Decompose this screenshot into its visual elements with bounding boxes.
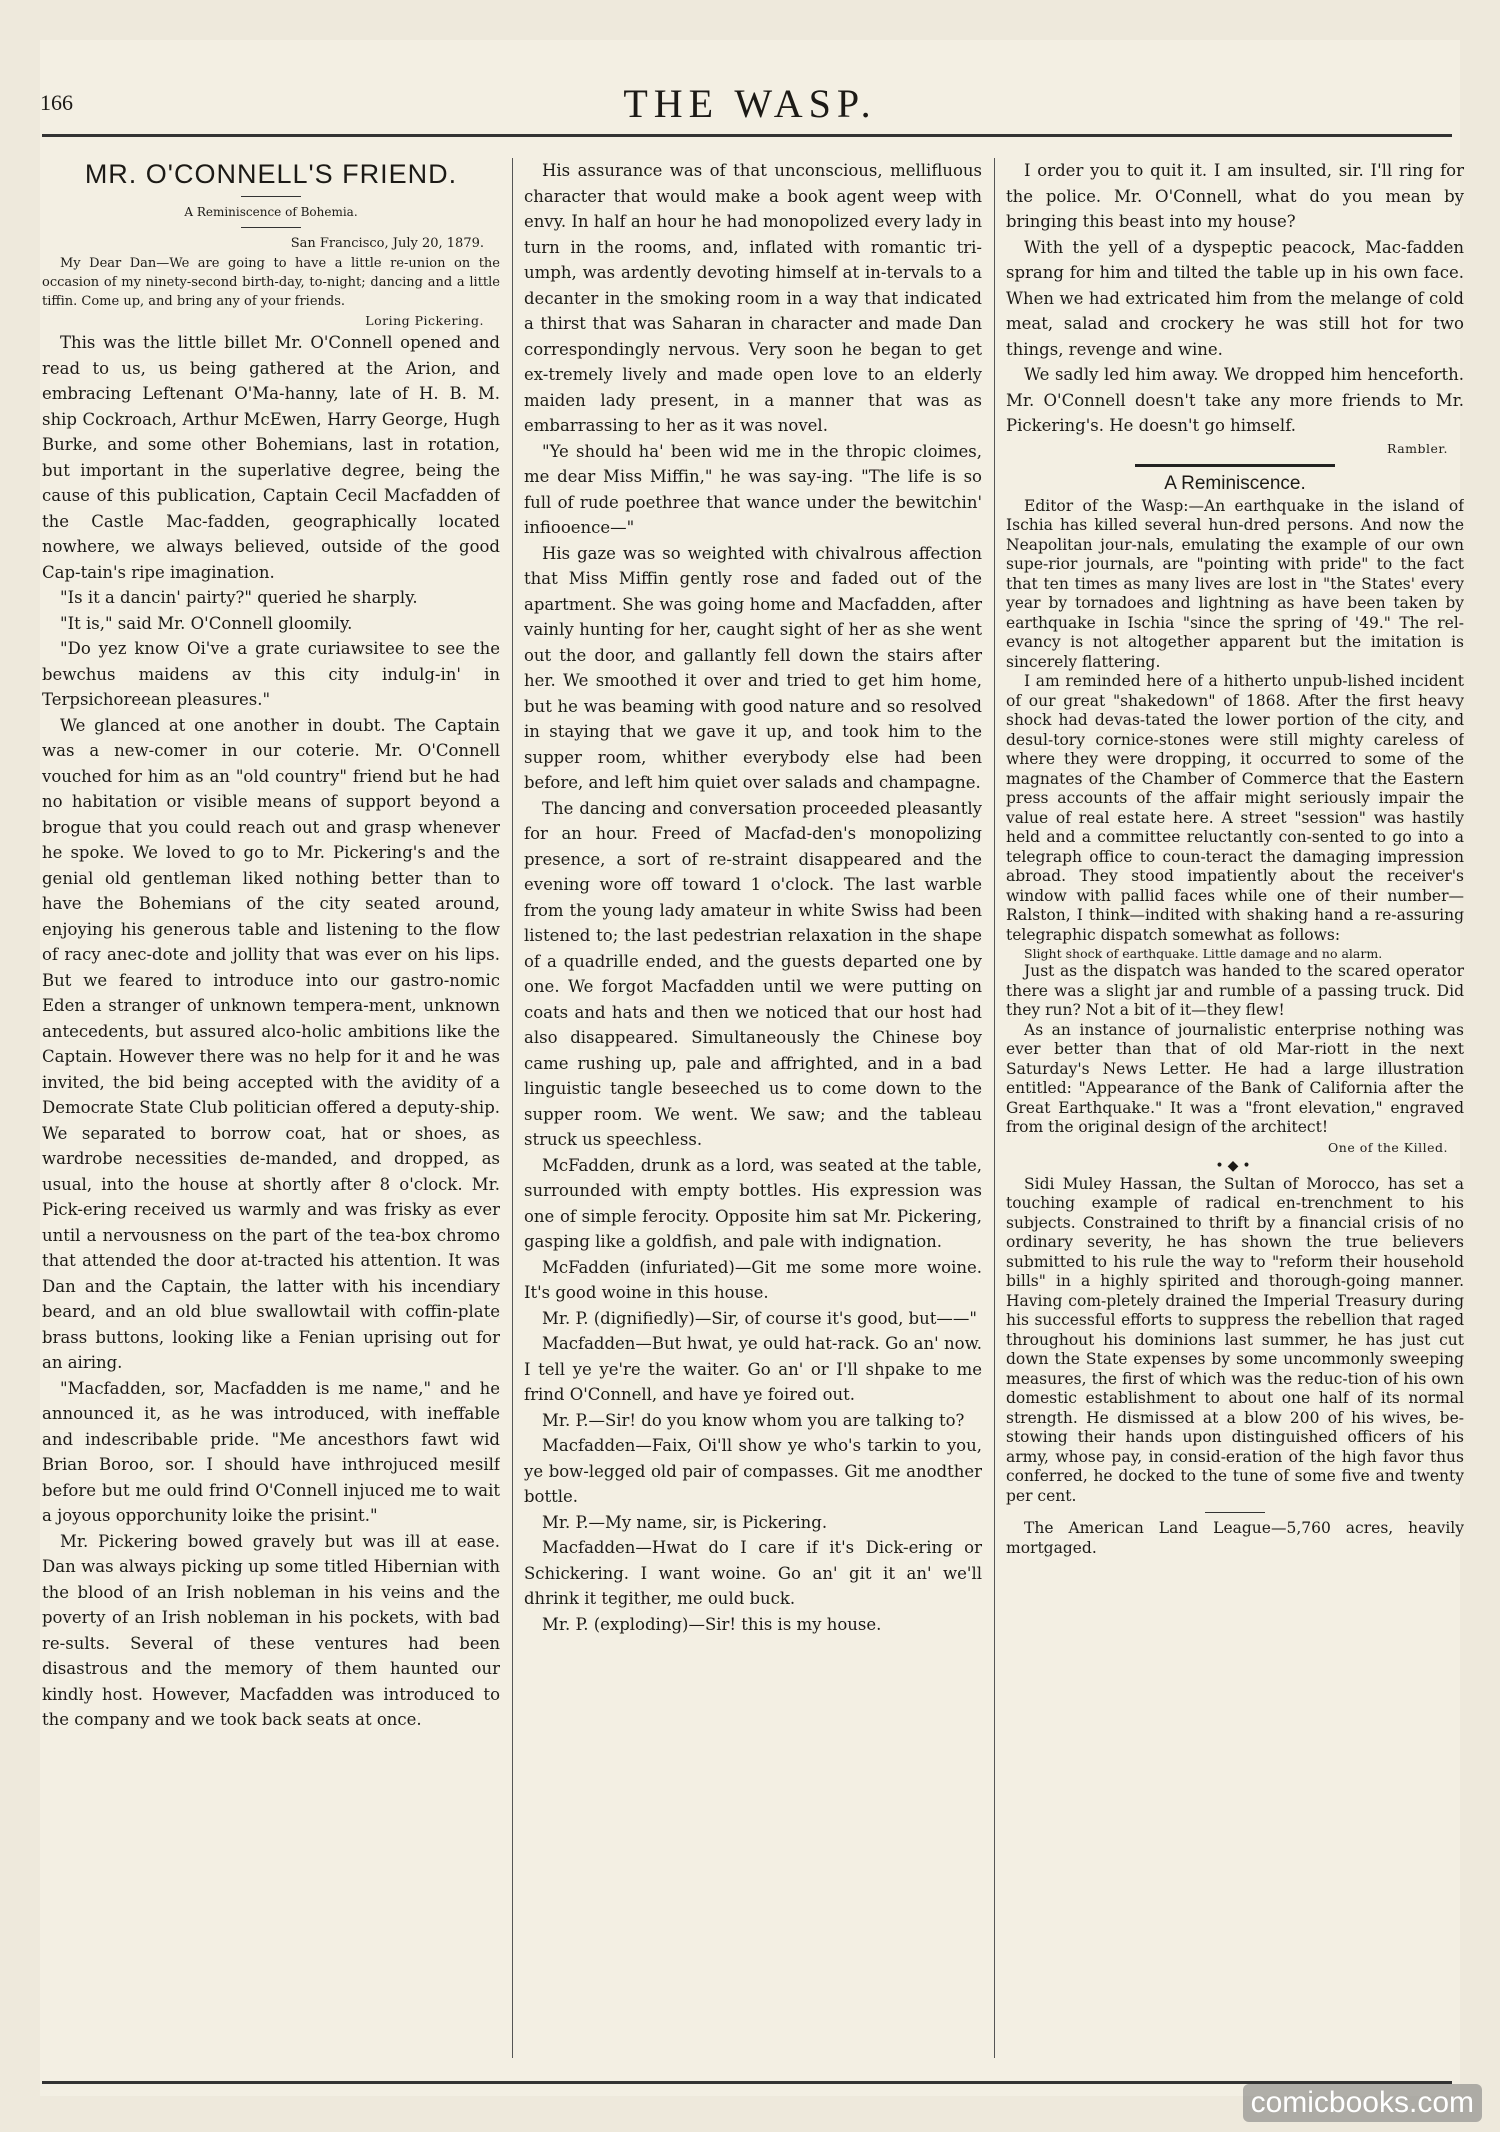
paragraph: Editor of the Wasp:—An earthquake in the island of Ischia has killed several hun-dred persons. And now the Neapolitan jour-nals, emulating the example of our own supe-rior journals, are "pointing with pride" to the fact that ten times as many lives are lost in "the States' every year by tornadoes and lightning as have been taken by earthquake in Ischia "since the spring of '49." The rel-evancy is not altogether apparent but the imitation is sincerely flattering. — [1006, 496, 1464, 671]
article-subtitle: A Reminiscence of Bohemia. — [184, 205, 358, 219]
column-divider — [512, 158, 513, 2058]
paragraph: McFadden, drunk as a lord, was seated at the table, surrounded with empty bottles. His expression was one of simple ferocity. Opposite him sat Mr. Pickering, gasping like a goldfish, and pale with indignation. — [524, 1155, 982, 1251]
paragraph: Mr. P.—My name, sir, is Pickering. — [542, 1512, 828, 1532]
paragraph: Macfadden—But hwat, ye ould hat-rack. Go an' now. I tell ye ye're the waiter. Go an' or I'll shpake to me frind O'Connell, and have ye foired out. — [524, 1334, 982, 1404]
column-divider — [994, 158, 995, 2058]
paragraph: Mr. P.—Sir! do you know whom you are talking to? — [542, 1410, 965, 1430]
ornament-divider: •◆• — [1215, 1157, 1255, 1174]
paragraph: Mr. P. (exploding)—Sir! this is my house. — [542, 1614, 882, 1634]
paragraph: Sidi Muley Hassan, the Sultan of Morocco, has set a touching example of radical en-trenchment to his subjects. Constrained to thrift by a financial crisis of no ordinary severity, he has shown the true believers submitted to his rule the way to "reform their household bills" in a highly spirited and thorough-going manner. Having com-pletely drained the Imperial Treasury during his successful efforts to suppress the rebellion that raged throughout his dominions last summer, he has just cut down the State expenses by some uncommonly sweeping measures, the first of which was the reduc-tion of his own domestic establishment to about one half of its normal strength. He dismissed at a blow 200 of his wives, be-stowing their hands upon distinguished officers of his army, whose pay, in consid-eration of the high favor thus conferred, he docked to the tune of some five and twenty per cent. — [1006, 1174, 1464, 1505]
column-3 — [1006, 158, 1464, 2058]
paragraph: We glanced at one another in doubt. The Captain was a new-comer in our coterie. Mr. O'Connell vouched for him as an "old country" friend but he had no habitation or visible means of support beyond a brogue that you could reach out and grasp whenever he spoke. We loved to go to Mr. Pickering's and the genial old gentleman liked nothing better than to have the Bohemians of the city seated around, enjoying his generous table and listening to the flow of racy anec-dote and jollity that was ever on his lips. But we feared to introduce into our gastro-nomic Eden a stranger of unknown tempera-ment, unknown antecedents, but assured alco-holic ambitions like the Captain. However there was no help for it and he was invited, the bid being accepted with the avidity of a Democrate State Club politician offered a deputy-ship. We separated to borrow coat, hat or shoes, as wardrobe necessities de-manded, and dropped, as usual, into the house at shortly after 8 o'clock. Mr. Pick-ering received us warmly and was frisky as ever until a nervousness on the part of the tea-box chromo that attended the door at-tracted his attention. It was Dan and the Captain, the latter with his incendiary beard, and an old blue swallowtail with coffin-plate brass buttons, looking like a Fenian uprising out for an airing. — [42, 715, 500, 1372]
newspaper-page — [40, 40, 1464, 2096]
paragraph: We sadly led him away. We dropped him henceforth. Mr. O'Connell doesn't take any more friends to Mr. Pickering's. He doesn't go himself. — [1006, 365, 1464, 435]
paragraph: The dancing and conversation proceeded pleasantly for an hour. Freed of Macfad-den's monopolizing presence, a sort of re-straint disappeared and the evening wore off toward 1 o'clock. The last warble from the young lady amateur in white Swiss had been listened to; the last pedestrian relaxation in the shape of a quadrille ended, and the guests departed one by one. We forgot Macfadden until we were putting on coats and hats and then we noticed that our host had also disappeared. Simultaneously the Chinese boy came rushing up, pale and affrighted, and in a bad linguistic tangle beseeched us to come down to the supper room. We went. We saw; and the tableau struck us speechless. — [524, 798, 982, 1149]
paragraph: McFadden (infuriated)—Git me some more woine. It's good woine in this house. — [524, 1257, 982, 1302]
paragraph: Mr. P. (dignifiedly)—Sir, of course it's good, but——" — [542, 1308, 977, 1328]
paragraph: With the yell of a dyspeptic peacock, Mac-fadden sprang for him and tilted the table up in his own face. When we had extricated him from the melange of cold meat, salad and crockery he was still hot for two things, revenge and wine. — [1006, 237, 1464, 359]
paragraph: His assurance was of that unconscious, mellifluous character that would make a book agent weep with envy. In half an hour he had monopolized every lady in turn in the rooms, and, inflated with romantic tri-umph, was ardently devoting himself at in-tervals to a decanter in the smoking room in a way that indicated a thirst that was Saharan in character and made Dan correspondingly nervous. Very soon he began to get ex-tremely lively and made open love to an elderly maiden lady present, in a manner that was as embarrassing to her as it was novel. — [524, 161, 982, 435]
watermark-logo: comicbooks.com — [1243, 2084, 1482, 2122]
paragraph: This was the little billet Mr. O'Connell opened and read to us, us being gathered at the Arion, and embracing Leftenant O'Ma-hanny, late of H. B. M. ship Cockroach, Arthur McEwen, Harry George, Hugh Burke, and some other Bohemians, last in rotation, but important in the superlative degree, being the cause of this publication, Captain Cecil Macfadden of the Castle Mac-fadden, geographically located nowhere, we always believed, outside of the good Cap-tain's ripe imagination. — [42, 333, 500, 582]
page-header — [40, 64, 1460, 134]
page-number: 166 — [40, 90, 73, 115]
paragraph: Macfadden—Faix, Oi'll show ye who's tarkin to you, ye bow-legged old pair of compasses. Git me anodther bottle. — [524, 1436, 982, 1506]
paragraph: "Is it a dancin' pairty?" queried he sharply. — [60, 588, 418, 607]
section-rule — [1135, 464, 1335, 467]
paragraph: Macfadden—Hwat do I care if it's Dick-ering or Schickering. I want woine. Go an' git it an' we'll dhrink it tegither, me ould buck. — [524, 1538, 982, 1608]
paragraph: "Macfadden, sor, Macfadden is me name," and he announced it, as he was introduced, with ineffable and indescribable pride. "Me ancesthors fawt wid Brian Boroo, sor. I should have inthrojuced mesilf before but me ould frind O'Connell injuced me to wait a joyous opporchunity loike the prisint." — [42, 1378, 500, 1525]
article-title: MR. O'CONNELL'S FRIEND. — [84, 159, 458, 189]
column-1 — [42, 158, 500, 2058]
subtitle-rule — [241, 227, 301, 228]
paragraph: "It is," said Mr. O'Connell gloomily. — [60, 613, 353, 633]
paragraph: Mr. Pickering bowed gravely but was ill at ease. Dan was always picking up some titled Hibernian with the blood of an Irish nobleman in his veins and the poverty of an Irish nobleman in his pockets, with bad re-sults. Several of these ventures had been disastrous and the memory of them haunted our kindly host. However, Macfadden was introduced to the company and we took back seats at once. — [42, 1531, 500, 1729]
letter-signature: One of the Killed. — [1328, 1139, 1448, 1155]
section-title: A Reminiscence. — [1164, 472, 1306, 494]
paragraph: I am reminded here of a hitherto unpub-lished incident of our great "shakedown" of 1868. After the first heavy shock had devas-tated the lower portion of the city, and desul-tory cornice-stones were still mighty careless of where they were dropping, it occurred to some of the magnates of the Chamber of Commerce that the Eastern press accounts of the affair might seriously impair the value of real estate here. A street "session" was hastily held and a committee reluctantly con-sented to go into a telegraph office to coun-teract the damaging impression abroad. They stood impatiently about the receiver's window with pallid faces while one of their number—Ralston, I think—indited with shaking hand a re-assuring telegraphic dispatch somewhat as follows: — [1006, 672, 1464, 944]
title-rule — [241, 196, 301, 197]
letter-signature: Loring Pickering. — [365, 313, 484, 328]
paragraph: "Do yez know Oi've a grate curiawsitee to see the bewchus maidens av this city indulg-in' in Terpsichoreean pleasures." — [42, 639, 500, 709]
paragraph: "Ye should ha' been wid me in the thropic cloimes, me dear Miss Miffin," he was say-ing. "The life is so full of rude poethree that wance under the bewitchin' infiooence—" — [524, 441, 982, 537]
paragraph: Just as the dispatch was handed to the scared operator there was a slight jar and rumble of a passing truck. Did they run? Not a bit of it—they flew! — [1006, 962, 1464, 1019]
dateline: San Francisco, July 20, 1879. — [290, 236, 484, 251]
masthead: THE WASP. — [623, 81, 877, 126]
paragraph: His gaze was so weighted with chivalrous affection that Miss Miffin gently rose and faded out of the apartment. She was going home and Macfadden, after vainly hunting for her, caught sight of her as she went out the door, and gallantly fell down the stairs after her. We smoothed it over and tried to get him home, but he was beaming with good nature and so resolved in staying that we gave it up, and took him to the supper room, whither everybody else had been before, and left him quiet over salads and champagne. — [524, 543, 982, 792]
paragraph: As an instance of journalistic enterprise nothing was ever better than that of old Mar-riott in the next Saturday's News Letter. He had a large illustration entitled: "Appearance of the Bank of California after the Great Earthquake." It was a "front elevation," engraved from the original design of the architect! — [1006, 1020, 1464, 1136]
letter-text: My Dear Dan—We are going to have a little re-union on the occasion of my ninety-second birth-day, to-night; dancing and a little tiffin. Come up, and bring any of your friends. — [42, 256, 500, 309]
article-signature: Rambler. — [1387, 440, 1448, 456]
divider-rule — [1205, 1512, 1265, 1513]
paragraph: The American Land League—5,760 acres, heavily mortgaged. — [1006, 1519, 1464, 1557]
paragraph: I order you to quit it. I am insulted, sir. I'll ring for the police. Mr. O'Connell, what do you mean by bringing this beast into my house? — [1006, 161, 1464, 231]
telegram-text: Slight shock of earthquake. Little damage and no alarm. — [1024, 946, 1383, 961]
column-2 — [524, 158, 982, 2058]
